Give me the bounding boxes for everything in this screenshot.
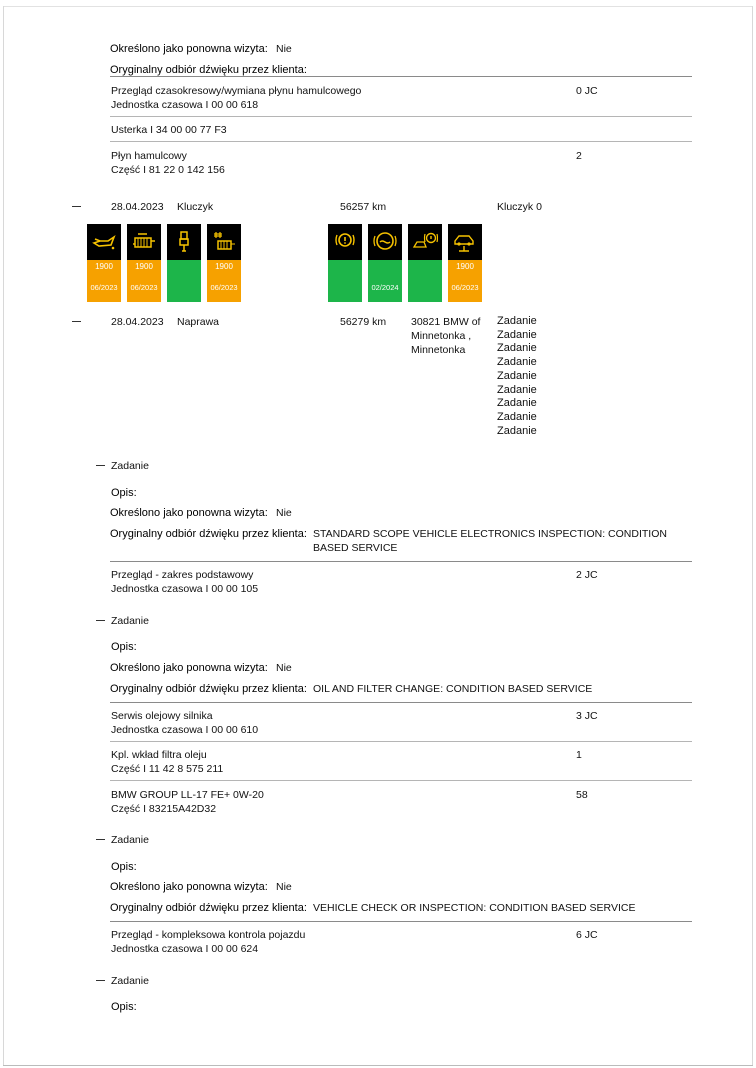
task-list-item[interactable]: Zadanie: [497, 342, 537, 355]
audio-label: Oryginalny odbiór dźwięku przez klienta:: [110, 902, 307, 914]
item-code: Część I 83215A42D32: [111, 803, 217, 815]
collapse-toggle-icon[interactable]: [96, 620, 105, 621]
page-border-left: [3, 6, 4, 1066]
vehicle-check-icon: [452, 229, 478, 255]
spark-plug-icon: [171, 229, 197, 255]
entry-km: 56279 km: [340, 316, 387, 328]
revisit-label: Określono jako ponowna wizyta:: [110, 43, 268, 55]
item-qty: 1: [576, 749, 582, 761]
divider: [110, 702, 692, 703]
item-name: Przegląd - kompleksowa kontrola pojazdu: [111, 929, 306, 941]
audio-value: BASED SERVICE: [313, 542, 398, 554]
tile-date: 02/2024: [371, 283, 399, 292]
entry-date: 28.04.2023: [111, 201, 164, 213]
tile-date: 06/2023: [210, 283, 238, 292]
item-name: Serwis olejowy silnika: [111, 710, 213, 722]
audio-value: OIL AND FILTER CHANGE: CONDITION BASED SERVICE: [313, 683, 593, 695]
description-label: Opis:: [111, 641, 137, 653]
dealer-line-3: Minnetonka: [411, 344, 466, 356]
entry-key: Kluczyk 0: [497, 201, 542, 213]
tile-year: 1900: [95, 262, 113, 271]
divider: [110, 116, 692, 117]
item-qty: 3 JC: [576, 710, 598, 722]
item-qty: 0 JC: [576, 85, 598, 97]
brake-fluid-icon: [372, 229, 398, 255]
task-list-item[interactable]: Zadanie: [497, 356, 537, 369]
divider: [110, 141, 692, 142]
task-title[interactable]: Zadanie: [111, 615, 149, 627]
collapse-toggle-icon[interactable]: [72, 206, 81, 207]
audio-label: Oryginalny odbiór dźwięku przez klienta:: [110, 683, 307, 695]
description-label: Opis:: [111, 1001, 137, 1013]
revisit-value: Nie: [276, 43, 292, 55]
tile-date: 06/2023: [451, 283, 479, 292]
task-list-item[interactable]: Zadanie: [497, 397, 537, 410]
audio-value: VEHICLE CHECK OR INSPECTION: CONDITION BASED SERVICE: [313, 902, 636, 914]
task-list-item[interactable]: Zadanie: [497, 328, 537, 341]
task-list: [497, 315, 537, 438]
collapse-toggle-icon[interactable]: [96, 980, 105, 981]
revisit-value: Nie: [276, 881, 292, 893]
audio-label: Oryginalny odbiór dźwięku przez klienta:: [110, 528, 307, 540]
description-label: Opis:: [111, 487, 137, 499]
oil-can-icon: [91, 229, 117, 255]
service-tile-filter: [127, 224, 161, 302]
entry-type: Naprawa: [177, 316, 220, 328]
revisit-label: Określono jako ponowna wizyta:: [110, 881, 268, 893]
divider: [110, 561, 692, 562]
service-tile-front-brake: [328, 224, 362, 302]
entry-date: 28.04.2023: [111, 316, 164, 328]
tile-year: 1900: [215, 262, 233, 271]
divider: [110, 76, 692, 77]
service-tile-vehicle-check: [448, 224, 482, 302]
entry-type: Kluczyk: [177, 201, 214, 213]
service-tile-rear-brake: [408, 224, 442, 302]
collapse-toggle-icon[interactable]: [96, 465, 105, 466]
item-code: Jednostka czasowa I 00 00 610: [111, 724, 259, 736]
page-border-right: [752, 6, 753, 1066]
task-list-item[interactable]: Zadanie: [497, 424, 537, 437]
task-list-item[interactable]: Zadanie: [497, 315, 537, 327]
tile-year: 1900: [456, 262, 474, 271]
task-list-item[interactable]: Zadanie: [497, 369, 537, 382]
revisit-label: Określono jako ponowna wizyta:: [110, 507, 268, 519]
revisit-label: Określono jako ponowna wizyta:: [110, 662, 268, 674]
item-code: Jednostka czasowa I 00 00 618: [111, 99, 259, 111]
task-title[interactable]: Zadanie: [111, 460, 149, 472]
revisit-value: Nie: [276, 662, 292, 674]
divider: [110, 921, 692, 922]
item-name: Usterka I 34 00 00 77 F3: [111, 124, 227, 136]
service-tile-spark-plug: [167, 224, 201, 302]
description-label: Opis:: [111, 861, 137, 873]
item-name: Płyn hamulcowy: [111, 150, 187, 162]
dealer-line-1: 30821 BMW of: [411, 316, 481, 328]
service-tile-fuel-filter: [207, 224, 241, 302]
service-tile-oil: [87, 224, 121, 302]
tile-date: 06/2023: [130, 283, 158, 292]
item-code: Jednostka czasowa I 00 00 624: [111, 943, 259, 955]
fuel-filter-icon: [211, 229, 237, 255]
front-brake-icon: [332, 229, 358, 255]
item-qty: 2 JC: [576, 569, 598, 581]
item-code: Część I 11 42 8 575 211: [111, 763, 224, 775]
divider: [110, 741, 692, 742]
item-qty: 58: [576, 789, 588, 801]
item-code: Część I 81 22 0 142 156: [111, 164, 225, 176]
task-title[interactable]: Zadanie: [111, 834, 149, 846]
service-tile-brake-fluid: [368, 224, 402, 302]
item-qty: 6 JC: [576, 929, 598, 941]
audio-value: STANDARD SCOPE VEHICLE ELECTRONICS INSPECTION: CONDITION: [313, 528, 667, 540]
collapse-toggle-icon[interactable]: [72, 321, 81, 322]
collapse-toggle-icon[interactable]: [96, 839, 105, 840]
task-title[interactable]: Zadanie: [111, 975, 149, 987]
page-border-top: [3, 6, 753, 7]
item-qty: 2: [576, 150, 582, 162]
revisit-value: Nie: [276, 507, 292, 519]
item-name: Przegląd czasokresowy/wymiana płynu hamulcowego: [111, 85, 362, 97]
task-list-item[interactable]: Zadanie: [497, 383, 537, 396]
dealer-line-2: Minnetonka ,: [411, 330, 472, 342]
entry-km: 56257 km: [340, 201, 387, 213]
page-border-bottom: [3, 1065, 753, 1066]
item-name: Przegląd - zakres podstawowy: [111, 569, 254, 581]
task-list-item[interactable]: Zadanie: [497, 410, 537, 423]
tile-year: 1900: [135, 262, 153, 271]
tile-date: 06/2023: [90, 283, 118, 292]
rear-brake-icon: [412, 229, 438, 255]
item-name: BMW GROUP LL-17 FE+ 0W-20: [111, 789, 264, 801]
item-code: Jednostka czasowa I 00 00 105: [111, 583, 259, 595]
item-name: Kpl. wkład filtra oleju: [111, 749, 207, 761]
audio-label: Oryginalny odbiór dźwięku przez klienta:: [110, 64, 307, 76]
divider: [110, 780, 692, 781]
filter-icon: [131, 229, 157, 255]
